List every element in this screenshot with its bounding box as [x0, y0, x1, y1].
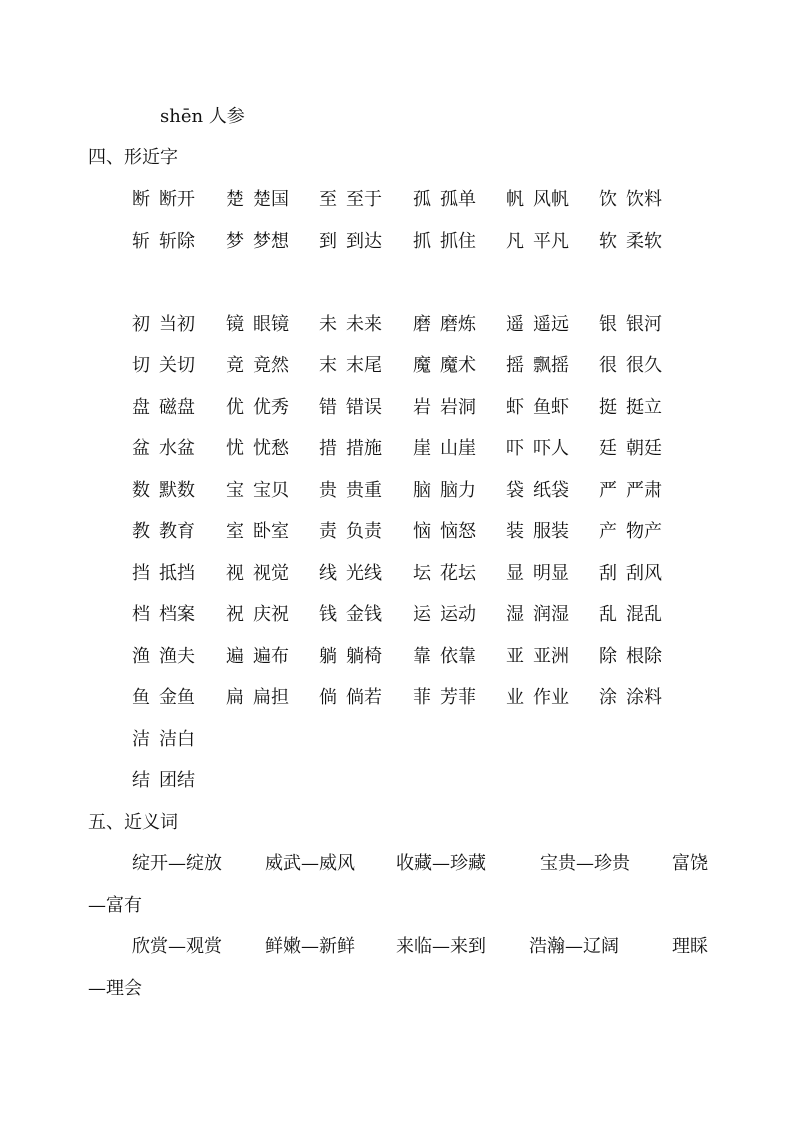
- word: 未来: [346, 313, 382, 335]
- char: 遥: [506, 313, 524, 335]
- word: 优秀: [253, 396, 289, 418]
- char: 挡: [132, 562, 150, 584]
- word: 错误: [346, 396, 382, 418]
- synonym-pair: 理睬: [672, 936, 708, 957]
- similar-char-item: [506, 428, 569, 469]
- word: 渔夫: [159, 645, 195, 667]
- word: 饮料: [626, 189, 662, 210]
- char: 鱼: [132, 687, 150, 708]
- word: 到达: [346, 230, 382, 252]
- word: 负责: [346, 521, 382, 542]
- char: 档: [132, 604, 150, 625]
- similar-char-item: [506, 470, 569, 511]
- similar-char-item: [319, 511, 382, 552]
- word: 遥远: [533, 313, 569, 335]
- word: 银河: [626, 313, 662, 335]
- word: 根除: [626, 645, 662, 667]
- section-4-title: 四、形近字: [88, 147, 178, 168]
- similar-char-item: [226, 179, 289, 220]
- word: 躺椅: [346, 645, 382, 667]
- word: 磨炼: [440, 313, 476, 335]
- similar-char-item: [132, 677, 195, 718]
- word: 山崖: [440, 438, 476, 459]
- char: 视: [226, 562, 244, 584]
- similar-char-item: [506, 179, 569, 220]
- synonym-pair: 富饶: [672, 853, 708, 874]
- similar-char-item: [599, 677, 662, 718]
- similar-char-item: [226, 470, 289, 511]
- similar-char-item: [506, 387, 569, 428]
- similar-char-item: [506, 553, 569, 594]
- similar-char-item: [599, 594, 662, 635]
- similar-char-item: [599, 179, 662, 220]
- word: 倘若: [346, 687, 382, 708]
- similar-char-item: [413, 553, 476, 594]
- synonym-pair: 收藏—珍藏: [396, 853, 486, 874]
- word: 柔软: [626, 230, 662, 252]
- similar-char-item: [132, 345, 195, 386]
- word: 魔术: [440, 355, 476, 376]
- similar-char-item: [132, 594, 195, 635]
- char: 错: [319, 396, 337, 418]
- word: 当初: [159, 313, 195, 335]
- char: 抓: [413, 230, 431, 252]
- char: 盘: [132, 396, 150, 418]
- word: 断开: [159, 189, 195, 210]
- char: 到: [319, 230, 337, 252]
- similar-char-item: [413, 677, 476, 718]
- char: 装: [506, 521, 524, 542]
- char: 很: [599, 355, 617, 376]
- char: 盆: [132, 438, 150, 459]
- char: 崖: [413, 438, 431, 459]
- char: 楚: [226, 189, 244, 210]
- similar-char-item: [132, 304, 195, 345]
- similar-char-item: [132, 511, 195, 552]
- char: 数: [132, 479, 150, 501]
- pinyin-word: 人参: [208, 106, 245, 127]
- similar-char-item: [132, 553, 195, 594]
- char: 躺: [319, 645, 337, 667]
- synonym-pair: 来临—来到: [396, 936, 486, 957]
- word: 楚国: [253, 189, 289, 210]
- char: 渔: [132, 645, 150, 667]
- word: 宝贝: [253, 479, 289, 501]
- word: 关切: [159, 355, 195, 376]
- similar-char-item: [506, 345, 569, 386]
- char: 湿: [506, 604, 524, 625]
- similar-char-item: [506, 304, 569, 345]
- similar-char-item: [132, 470, 195, 511]
- char: 帆: [506, 189, 524, 210]
- word: 严肃: [626, 479, 662, 501]
- similar-char-item: [226, 553, 289, 594]
- similar-char-item: [226, 677, 289, 718]
- similar-char-item: [226, 345, 289, 386]
- word: 孤单: [440, 189, 476, 210]
- word: 教育: [159, 521, 195, 542]
- char: 亚: [506, 645, 524, 667]
- char: 结: [132, 770, 150, 791]
- char: 菲: [413, 687, 431, 708]
- similar-char-item: [413, 179, 476, 220]
- char: 刮: [599, 562, 617, 584]
- word: 忧愁: [253, 438, 289, 459]
- word: 庆祝: [253, 604, 289, 625]
- synonym-pair: 威武—威风: [265, 853, 355, 874]
- word: 斩除: [159, 230, 195, 252]
- word: 梦想: [253, 230, 289, 252]
- similar-char-item: [319, 304, 382, 345]
- word: 运动: [440, 604, 476, 625]
- similar-char-item: [226, 636, 289, 677]
- word: 措施: [346, 438, 382, 459]
- section-5-title: 五、近义词: [88, 812, 178, 833]
- similar-char-item: [319, 553, 382, 594]
- similar-char-item: [226, 594, 289, 635]
- word: 芳菲: [440, 687, 476, 708]
- char: 梦: [226, 230, 244, 252]
- word: 团结: [159, 770, 195, 791]
- char: 倘: [319, 687, 337, 708]
- word: 磁盘: [159, 396, 195, 418]
- similar-char-item: [413, 387, 476, 428]
- word: 物产: [626, 521, 662, 542]
- word: 抓住: [440, 230, 476, 252]
- char: 斩: [132, 230, 150, 252]
- char: 严: [599, 479, 617, 501]
- word: 末尾: [346, 355, 382, 376]
- similar-char-item: [413, 428, 476, 469]
- similar-char-item: [226, 221, 289, 262]
- similar-char-item: [506, 636, 569, 677]
- synonym-pair: 浩瀚—辽阔: [529, 936, 619, 957]
- char: 乱: [599, 604, 617, 625]
- similar-char-item: [132, 179, 195, 220]
- char: 挺: [599, 396, 617, 418]
- word: 岩洞: [440, 396, 476, 418]
- word: 脑力: [440, 479, 476, 501]
- word: 涂料: [626, 687, 662, 708]
- similar-char-item: [599, 345, 662, 386]
- similar-char-item: [132, 636, 195, 677]
- char: 宝: [226, 479, 244, 501]
- similar-char-item: [226, 304, 289, 345]
- word: 风帆: [533, 189, 569, 210]
- similar-char-item: [599, 553, 662, 594]
- char: 产: [599, 521, 617, 542]
- similar-char-item: [506, 677, 569, 718]
- similar-char-item: [319, 636, 382, 677]
- similar-char-item: [413, 511, 476, 552]
- word: 作业: [533, 687, 569, 708]
- char: 镜: [226, 313, 244, 335]
- word: 吓人: [533, 438, 569, 459]
- similar-char-item: [599, 387, 662, 428]
- word: 遍布: [253, 645, 289, 667]
- similar-char-item: [226, 511, 289, 552]
- word: 润湿: [533, 604, 569, 625]
- char: 未: [319, 313, 337, 335]
- word: 档案: [159, 604, 195, 625]
- char: 涂: [599, 687, 617, 708]
- similar-char-item: [413, 221, 476, 262]
- char: 优: [226, 396, 244, 418]
- char: 末: [319, 355, 337, 376]
- char: 教: [132, 521, 150, 542]
- word: 刮风: [626, 562, 662, 584]
- char: 扁: [226, 687, 244, 708]
- word: 挺立: [626, 396, 662, 418]
- char: 洁: [132, 728, 150, 750]
- synonym-pair: 鲜嫩—新鲜: [265, 936, 355, 957]
- char: 饮: [599, 189, 617, 210]
- similar-char-item: [226, 387, 289, 428]
- word: 至于: [346, 189, 382, 210]
- similar-char-item: [319, 677, 382, 718]
- synonym-wrap: —理会: [88, 978, 142, 999]
- char: 岩: [413, 396, 431, 418]
- char: 除: [599, 645, 617, 667]
- word: 洁白: [159, 728, 195, 750]
- char: 脑: [413, 479, 431, 501]
- char: 摇: [506, 355, 524, 376]
- word: 恼怒: [440, 521, 476, 542]
- similar-char-item: [413, 345, 476, 386]
- similar-char-item: [599, 511, 662, 552]
- char: 钱: [319, 604, 337, 625]
- word: 服装: [533, 521, 569, 542]
- word: 亚洲: [533, 645, 569, 667]
- char: 室: [226, 521, 244, 542]
- pinyin: shēn: [160, 106, 204, 127]
- char: 廷: [599, 438, 617, 459]
- char: 磨: [413, 313, 431, 335]
- word: 很久: [626, 355, 662, 376]
- char: 虾: [506, 396, 524, 418]
- word: 纸袋: [533, 479, 569, 501]
- similar-char-item: [506, 594, 569, 635]
- char: 措: [319, 438, 337, 459]
- similar-char-item: [599, 221, 662, 262]
- similar-char-item: [599, 636, 662, 677]
- similar-char-item: [599, 428, 662, 469]
- word: 朝廷: [626, 438, 662, 459]
- word: 依靠: [440, 645, 476, 667]
- word: 抵挡: [159, 562, 195, 584]
- char: 线: [319, 562, 337, 584]
- similar-char-item: [599, 304, 662, 345]
- char: 遍: [226, 645, 244, 667]
- char: 吓: [506, 438, 524, 459]
- char: 责: [319, 521, 337, 542]
- char: 显: [506, 562, 524, 584]
- word: 鱼虾: [533, 396, 569, 418]
- similar-char-item: [319, 387, 382, 428]
- word: 金钱: [346, 604, 382, 625]
- word: 默数: [159, 479, 195, 501]
- similar-char-item: [132, 719, 195, 760]
- word: 卧室: [253, 521, 289, 542]
- char: 断: [132, 189, 150, 210]
- word: 水盆: [159, 438, 195, 459]
- word: 竟然: [253, 355, 289, 376]
- similar-char-item: [132, 387, 195, 428]
- similar-char-item: [413, 594, 476, 635]
- similar-char-item: [599, 470, 662, 511]
- char: 贵: [319, 479, 337, 501]
- similar-char-item: [506, 221, 569, 262]
- char: 软: [599, 230, 617, 252]
- similar-char-item: [319, 179, 382, 220]
- similar-char-item: [319, 345, 382, 386]
- char: 业: [506, 687, 524, 708]
- similar-char-item: [413, 304, 476, 345]
- word: 明显: [533, 562, 569, 584]
- similar-char-item: [132, 221, 195, 262]
- char: 袋: [506, 479, 524, 501]
- synonym-pair: 绽开—绽放: [132, 853, 222, 874]
- similar-char-item: [506, 511, 569, 552]
- char: 运: [413, 604, 431, 625]
- similar-char-item: [413, 636, 476, 677]
- synonym-wrap: —富有: [88, 895, 142, 916]
- pinyin-line: [160, 96, 245, 137]
- char: 孤: [413, 189, 431, 210]
- word: 混乱: [626, 604, 662, 625]
- char: 坛: [413, 562, 431, 584]
- synonym-pair: 欣赏—观赏: [132, 936, 222, 957]
- word: 飘摇: [533, 355, 569, 376]
- char: 恼: [413, 521, 431, 542]
- char: 银: [599, 313, 617, 335]
- char: 初: [132, 313, 150, 335]
- word: 眼镜: [253, 313, 289, 335]
- similar-char-item: [226, 428, 289, 469]
- word: 花坛: [440, 562, 476, 584]
- char: 凡: [506, 230, 524, 252]
- word: 贵重: [346, 479, 382, 501]
- similar-char-item: [319, 428, 382, 469]
- char: 祝: [226, 604, 244, 625]
- char: 切: [132, 355, 150, 376]
- char: 靠: [413, 645, 431, 667]
- word: 扁担: [253, 687, 289, 708]
- char: 竟: [226, 355, 244, 376]
- similar-char-item: [132, 428, 195, 469]
- word: 平凡: [533, 230, 569, 252]
- similar-char-item: [319, 594, 382, 635]
- similar-char-item: [319, 221, 382, 262]
- word: 视觉: [253, 562, 289, 584]
- word: 光线: [346, 562, 382, 584]
- char: 魔: [413, 355, 431, 376]
- similar-char-item: [132, 760, 195, 801]
- synonym-pair: 宝贵—珍贵: [540, 853, 630, 874]
- char: 忧: [226, 438, 244, 459]
- similar-char-item: [319, 470, 382, 511]
- word: 金鱼: [159, 687, 195, 708]
- char: 至: [319, 189, 337, 210]
- similar-char-item: [413, 470, 476, 511]
